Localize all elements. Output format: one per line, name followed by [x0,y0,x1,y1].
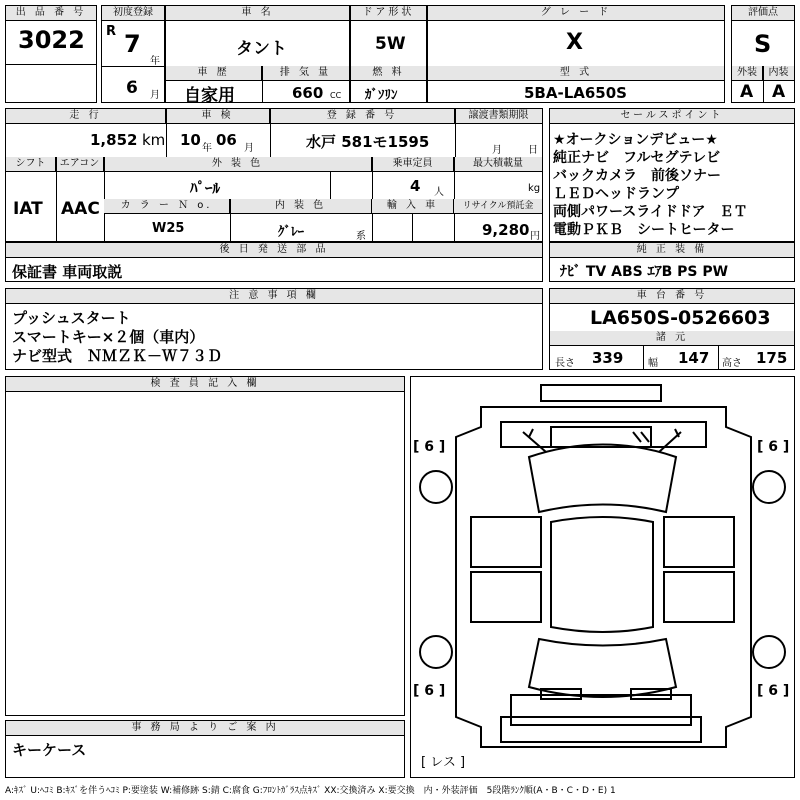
fuel-value: ｶﾞｿﾘﾝ [365,88,398,103]
capacity-value: 4 [410,177,421,195]
displacement-label: 排 気 量 [262,66,349,81]
history-value: 自家用 [184,86,235,106]
car-diagram-box [410,376,795,778]
load-label: 最大積載量 [454,157,542,172]
exterior-label: 外装 [732,66,763,81]
notes-label: 注 意 事 項 欄 [6,289,542,304]
vehicle-details-box [5,108,543,242]
sales-points-label: セールスポイント [550,109,794,124]
mileage-unit: km [142,131,166,149]
mileage-value: 1,852 [90,131,138,149]
shift-label: シフト [6,157,56,172]
inspection-year: 10 [180,131,201,149]
transfer-month: 月 [492,145,502,156]
spare-tire: [ レス ] [421,755,466,770]
inspection-label: 車 検 [166,109,270,124]
legend: A:ｷｽﾞ U:ﾍｺﾐ B:ｷｽﾞを伴うﾍｺﾐ P:要塗装 W:補修跡 S:錆 C:腐食 G:ﾌﾛﾝﾄｶﾞﾗｽ点ｷｽﾞ XX:交換済み X:要交換 内・外装評価 5段階ﾗﾝｸ順(A・B・C・D・E) 1 [5,786,616,796]
inspection-year-unit: 年 [202,143,212,154]
era: R [106,24,117,39]
int-color-label: 内 装 色 [230,199,372,214]
office-label: 事 務 局 よ り ご 案 内 [6,721,404,736]
model-label: 型 式 [428,66,724,81]
width-value: 147 [678,349,710,367]
lot-box [5,5,97,103]
car-name-label: 車 名 [166,6,349,21]
length-value: 339 [592,349,624,367]
displacement-unit: CC [330,91,342,100]
note-2: スマートキー×２個（車内） [12,328,205,346]
width-label: 幅 [648,358,658,369]
inspector-box [5,376,405,716]
equipment-label: 純 正 装 備 [550,243,794,258]
dims-label: 諸 元 [550,331,794,346]
sales-points-box [549,108,795,242]
int-color-value: ｸﾞﾚｰ [278,225,304,240]
registration-number: 水戸 581モ1595 [306,133,430,151]
recycle-value: 9,280 [482,221,530,239]
note-1: プッシュスタート [12,309,131,327]
height-value: 175 [756,349,788,367]
equipment-box [549,242,795,282]
capacity-label: 乗車定員 [372,157,454,172]
color-label: 外 装 色 [104,157,372,172]
inspector-label: 検 査 員 記 入 欄 [6,377,404,392]
first-reg-label: 初度登録 [102,6,164,21]
color-value: ﾊﾟｰﾙ [190,179,221,197]
documents-label: 後 日 発 送 部 品 [6,243,542,258]
chassis-number: LA650S-0526603 [590,307,771,329]
color-number: W25 [152,221,185,236]
documents-text: 保証書 車両取説 [12,263,123,281]
tire-rear-left: [ 6 ] [413,683,446,699]
reg-month: 6 [126,78,138,98]
sales-point-5: 両側パワースライドドア ＥＴ [553,204,748,220]
load-unit: kg [528,183,541,194]
color-no-label: カ ラ ー Ｎ o. [104,199,230,214]
tire-front-left: [ 6 ] [413,439,446,455]
note-3: ナビ型式 ＮＭＺＫ－Ｗ７３Ｄ [12,347,223,365]
inspection-month-unit: 月 [244,143,254,154]
exterior-score: A [740,82,754,102]
ac-label: エアコン [56,157,104,172]
fuel-label: 燃 料 [351,66,426,81]
sales-point-3: バックカメラ 前後ソナー [553,168,721,184]
reg-year: 7 [124,30,141,58]
first-registration-box [101,5,165,103]
mileage-label: 走 行 [6,109,166,124]
model-value: 5BA-LA650S [524,84,627,102]
ac-value: AAC [61,199,100,219]
chassis-label: 車 台 番 号 [550,289,794,304]
reg-no-label: 登 録 番 号 [270,109,455,124]
car-name: タント [236,39,287,59]
score-label: 評価点 [732,6,794,21]
score-box [731,5,795,103]
tire-rear-right: [ 6 ] [757,683,790,699]
office-box [5,720,405,778]
door-box [350,5,427,103]
shift-value: IAT [13,199,43,219]
capacity-unit: 人 [434,187,444,198]
car-body-diagram [411,377,794,777]
office-text: キーケース [12,741,87,759]
chassis-box [549,288,795,370]
door-value: 5W [375,34,406,54]
month-unit: 月 [150,90,160,101]
import-label: 輸 入 車 [372,199,454,214]
lot-number: 3022 [18,26,85,54]
transfer-day: 日 [528,145,538,156]
grade-value: X [566,30,583,55]
inspection-month: 06 [216,131,237,149]
height-label: 高さ [722,358,742,369]
sales-point-1: ★オークションデビュー★ [553,132,718,148]
car-name-box [165,5,350,106]
documents-box [5,242,543,282]
displacement-value: 660 [292,84,324,102]
sales-point-4: ＬＥＤヘッドランプ [553,186,679,202]
equipment-items: ﾅﾋﾞ TV ABS ｴｱB PS PW [560,264,729,280]
recycle-label: リサイクル預託金 [454,199,542,214]
score-value: S [754,30,772,58]
grade-label: グ レ ー ド [428,6,724,21]
lot-label: 出 品 番 号 [6,6,96,21]
tire-front-right: [ 6 ] [757,439,790,455]
interior-label: 内装 [763,66,794,81]
transfer-label: 譲渡書類期限 [455,109,542,124]
sales-point-2: 純正ナビ フルセグテレビ [553,150,721,166]
history-label: 車 歴 [166,66,262,81]
sales-point-6: 電動ＰＫＢ シートヒーター [553,222,735,238]
grade-box [427,5,725,103]
int-color-suffix: 系 [356,231,366,242]
length-label: 長さ [555,358,575,369]
year-unit: 年 [150,56,160,67]
interior-score: A [772,82,786,102]
door-label: ドア形状 [351,6,426,21]
recycle-unit: 円 [530,231,540,242]
notes-box [5,288,543,370]
